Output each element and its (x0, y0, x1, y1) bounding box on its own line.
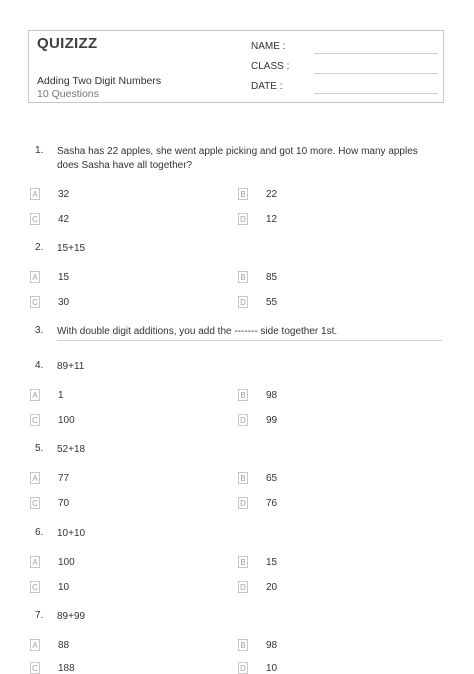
question-number: 4. (35, 360, 44, 371)
question-text: 89+11 (57, 361, 85, 372)
option-a[interactable] (30, 271, 69, 283)
option-letter-box: C (30, 213, 40, 225)
option-letter-box: D (238, 213, 248, 225)
name-label: NAME : (251, 41, 286, 52)
option-text: 15 (266, 556, 278, 568)
option-c[interactable] (30, 497, 69, 509)
option-text: 15 (58, 271, 70, 283)
option-c[interactable] (30, 581, 69, 593)
option-letter-box: B (238, 271, 248, 283)
option-text: 1 (58, 389, 64, 401)
question-text: With double digit additions, you add the ------- side together 1st. (57, 325, 442, 341)
class-label: CLASS : (251, 61, 290, 72)
option-text: 85 (266, 271, 278, 283)
name-field (251, 41, 285, 52)
option-letter-box: B (238, 472, 248, 484)
option-b[interactable] (238, 271, 277, 283)
option-letter-box: A (30, 639, 40, 651)
class-line (314, 73, 438, 74)
option-letter-box: C (30, 414, 40, 426)
option-c[interactable] (30, 296, 69, 308)
option-letter-box: B (238, 389, 248, 401)
option-letter-box: D (238, 581, 248, 593)
option-d[interactable] (238, 662, 277, 674)
option-letter-box: D (238, 497, 248, 509)
date-line (314, 93, 438, 94)
option-letter-box: C (30, 662, 40, 674)
option-b[interactable] (238, 389, 277, 401)
option-text: 55 (266, 296, 278, 308)
question-number: 5. (35, 443, 44, 454)
option-text: 98 (266, 639, 278, 651)
option-b[interactable] (238, 472, 277, 484)
option-text: 65 (266, 472, 278, 484)
option-text: 70 (58, 497, 70, 509)
option-d[interactable] (238, 581, 277, 593)
option-letter-box: C (30, 296, 40, 308)
option-letter-box: D (238, 662, 248, 674)
option-text: 10 (266, 662, 278, 674)
option-letter-box: D (238, 414, 248, 426)
option-text: 12 (266, 213, 278, 225)
question-text: 52+18 (57, 444, 86, 455)
option-text: 100 (58, 414, 75, 426)
option-text: 10 (58, 581, 70, 593)
option-text: 100 (58, 556, 75, 568)
option-d[interactable] (238, 296, 277, 308)
option-letter-box: D (238, 296, 248, 308)
option-letter-box: A (30, 472, 40, 484)
option-c[interactable] (30, 662, 75, 674)
option-text: 99 (266, 414, 278, 426)
option-letter-box: B (238, 556, 248, 568)
option-d[interactable] (238, 497, 277, 509)
option-a[interactable] (30, 472, 69, 484)
option-d[interactable] (238, 414, 277, 426)
option-a[interactable] (30, 639, 69, 651)
option-text: 42 (58, 213, 70, 225)
option-letter-box: A (30, 389, 40, 401)
option-text: 77 (58, 472, 70, 484)
option-letter-box: C (30, 497, 40, 509)
option-text: 76 (266, 497, 278, 509)
option-letter-box: A (30, 271, 40, 283)
option-b[interactable] (238, 188, 277, 200)
option-c[interactable] (30, 213, 69, 225)
option-letter-box: B (238, 188, 248, 200)
option-d[interactable] (238, 213, 277, 225)
option-text: 188 (58, 662, 75, 674)
option-letter-box: C (30, 581, 40, 593)
option-letter-box: B (238, 639, 248, 651)
date-field (251, 81, 282, 92)
question-number: 7. (35, 610, 44, 621)
question-number: 2. (35, 242, 44, 253)
option-text: 98 (266, 389, 278, 401)
option-text: 22 (266, 188, 278, 200)
option-a[interactable] (30, 389, 64, 401)
question-text: Sasha has 22 apples, she went apple picking and got 10 more. How many apples does Sasha have all together? (57, 146, 418, 171)
question-number: 1. (35, 145, 44, 156)
option-letter-box: A (30, 188, 40, 200)
quizizz-logo: QUIZIZZ (37, 35, 98, 52)
option-letter-box: A (30, 556, 40, 568)
worksheet-title: Adding Two Digit Numbers (37, 75, 162, 87)
question-number: 6. (35, 527, 44, 538)
option-a[interactable] (30, 556, 75, 568)
worksheet-header (28, 30, 444, 103)
option-c[interactable] (30, 414, 75, 426)
option-text: 20 (266, 581, 278, 593)
name-line (314, 53, 438, 54)
question-text: 89+99 (57, 611, 86, 622)
question-number: 3. (35, 325, 44, 336)
option-b[interactable] (238, 639, 277, 651)
option-text: 30 (58, 296, 70, 308)
option-b[interactable] (238, 556, 277, 568)
question-count: 10 Questions (37, 88, 99, 100)
class-field (251, 61, 289, 72)
question-text: 10+10 (57, 528, 86, 539)
date-label: DATE : (251, 81, 283, 92)
question-text: 15+15 (57, 243, 86, 254)
option-text: 88 (58, 639, 70, 651)
option-text: 32 (58, 188, 70, 200)
option-a[interactable] (30, 188, 69, 200)
